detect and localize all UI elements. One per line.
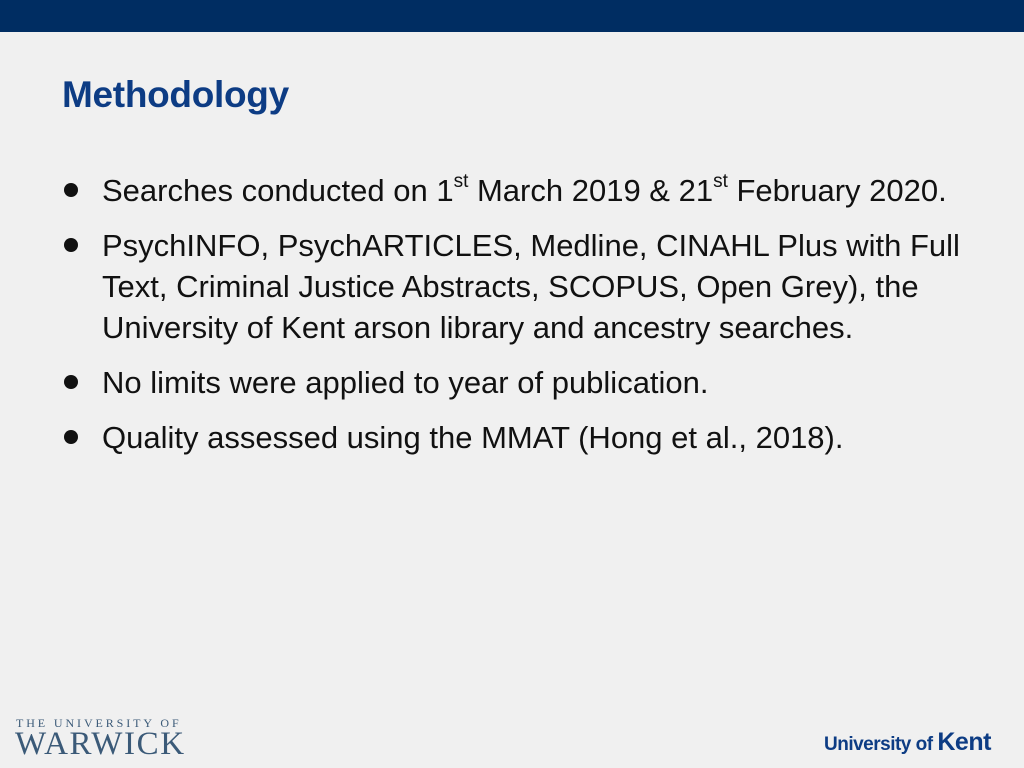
bullet-icon [64,430,78,444]
bullet-text-part: Searches conducted on 1 [102,173,454,208]
ordinal-suffix: st [713,170,728,192]
bullet-list [62,170,962,472]
bullet-item-quality [62,417,962,458]
bullet-text-part: February 2020. [727,173,947,208]
bullet-item-search-dates [62,170,962,211]
bullet-text: PsychINFO, PsychARTICLES, Medline, CINAHL Plus with Full Text, Criminal Justice Abstracts, SCOPUS, Open Grey), the University of Kent arson library and ancestry searches. [102,228,960,345]
bullet-text: Quality assessed using the MMAT (Hong et al., 2018). [102,420,844,455]
kent-logo-name: Kent [937,728,991,756]
kent-logo-prefix: University of [824,734,938,755]
bullet-icon [64,183,78,197]
top-bar [0,0,1024,32]
warwick-logo-line1: THE UNIVERSITY OF [16,716,182,730]
slide-title: Methodology [62,74,289,115]
bullet-item-databases [62,225,962,348]
kent-logo [824,728,991,760]
bullet-icon [64,238,78,252]
bullet-icon [64,375,78,389]
bullet-item-limits [62,362,962,403]
warwick-logo-line2: WARWICK [15,726,186,762]
ordinal-suffix: st [453,170,469,192]
bullet-text-part: March 2019 & 21 [468,173,714,208]
warwick-logo [15,716,186,762]
bullet-text: No limits were applied to year of publication. [102,365,709,400]
